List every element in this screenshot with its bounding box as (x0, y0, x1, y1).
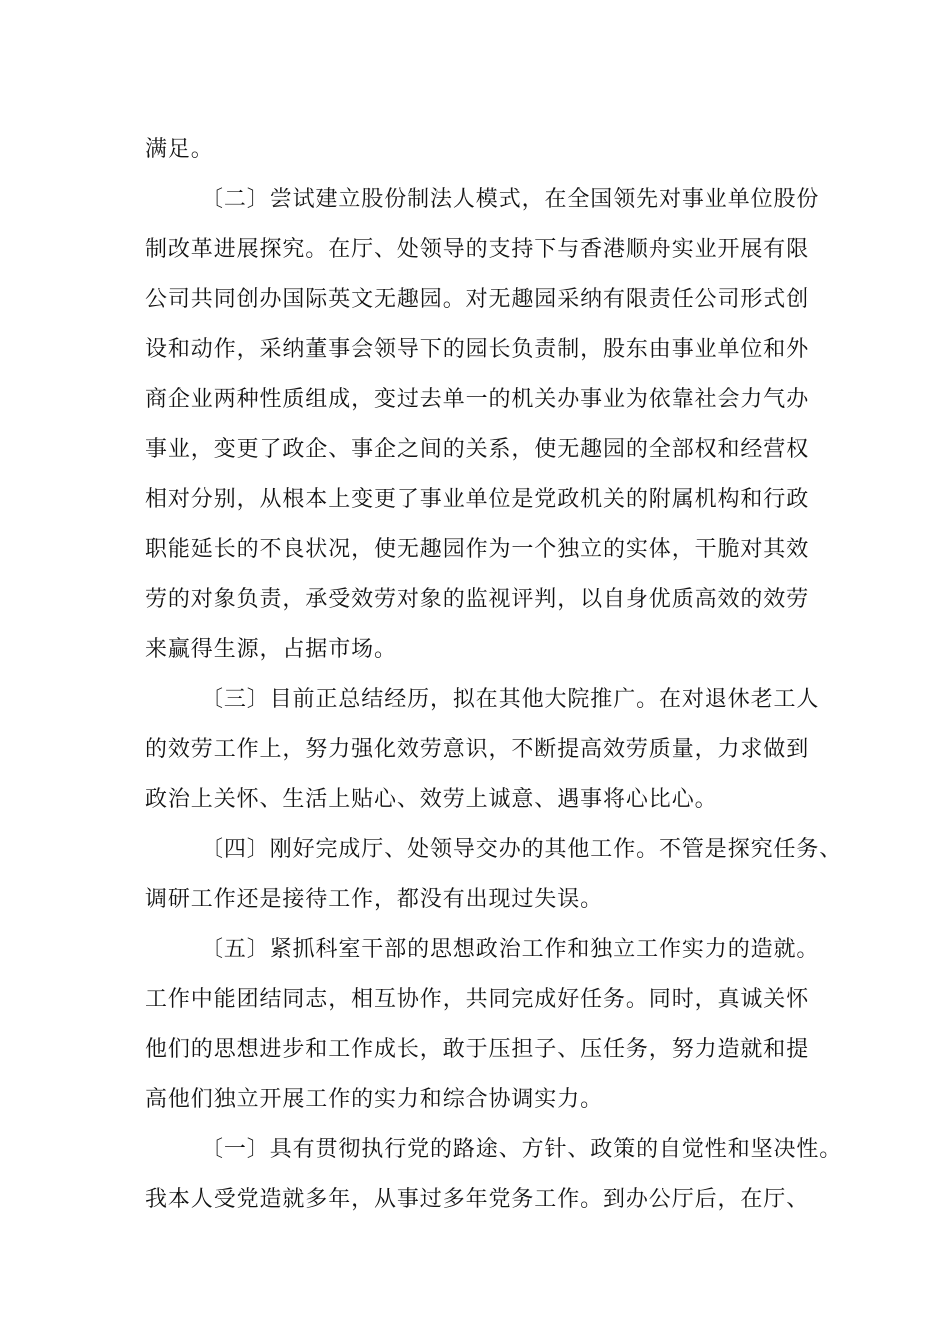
text-line: 相对分别，从根本上变更了事业单位是党政机关的附属机构和行政 (145, 487, 810, 512)
text-line: 满足。 (145, 137, 214, 162)
paragraph-start-line: 〔五〕紧抓科室干部的思想政治工作和独立工作实力的造就。 (201, 937, 820, 962)
text-line: 职能延长的不良状况，使无趣园作为一个独立的实体，干脆对其效 (145, 537, 810, 562)
text-line: 来赢得生源，占据市场。 (145, 637, 397, 662)
paragraph-start-line: 〔四〕刚好完成厅、处领导交办的其他工作。不管是探究任务、 (201, 837, 843, 862)
paragraph-start-line: 〔三〕目前正总结经历，拟在其他大院推广。在对退休老工人 (201, 687, 820, 712)
text-line: 制改革进展探究。在厅、处领导的支持下与香港顺舟实业开展有限 (145, 237, 810, 262)
paragraph-start-line: 〔二〕尝试建立股份制法人模式，在全国领先对事业单位股份 (201, 187, 820, 212)
text-line: 我本人受党造就多年，从事过多年党务工作。到办公厅后，在厅、 (145, 1187, 810, 1212)
text-line: 高他们独立开展工作的实力和综合协调实力。 (145, 1087, 604, 1112)
text-line: 政治上关怀、生活上贴心、效劳上诚意、遇事将心比心。 (145, 787, 718, 812)
text-line: 设和动作，采纳董事会领导下的园长负责制，股东由事业单位和外 (145, 337, 810, 362)
text-line: 劳的对象负责，承受效劳对象的监视评判，以自身优质高效的效劳 (145, 587, 810, 612)
paragraph-start-line: 〔一〕具有贯彻执行党的路途、方针、政策的自觉性和坚决性。 (201, 1137, 843, 1162)
text-line: 他们的思想进步和工作成长，敢于压担子、压任务，努力造就和提 (145, 1037, 810, 1062)
text-line: 事业，变更了政企、事企之间的关系，使无趣园的全部权和经营权 (145, 437, 810, 462)
text-line: 的效劳工作上，努力强化效劳意识，不断提高效劳质量，力求做到 (145, 737, 810, 762)
text-line: 公司共同创办国际英文无趣园。对无趣园采纳有限责任公司形式创 (145, 287, 810, 312)
text-line: 调研工作还是接待工作，都没有出现过失误。 (145, 887, 604, 912)
text-line: 商企业两种性质组成，变过去单一的机关办事业为依靠社会力气办 (145, 387, 810, 412)
text-line: 工作中能团结同志，相互协作，共同完成好任务。同时，真诚关怀 (145, 987, 810, 1012)
